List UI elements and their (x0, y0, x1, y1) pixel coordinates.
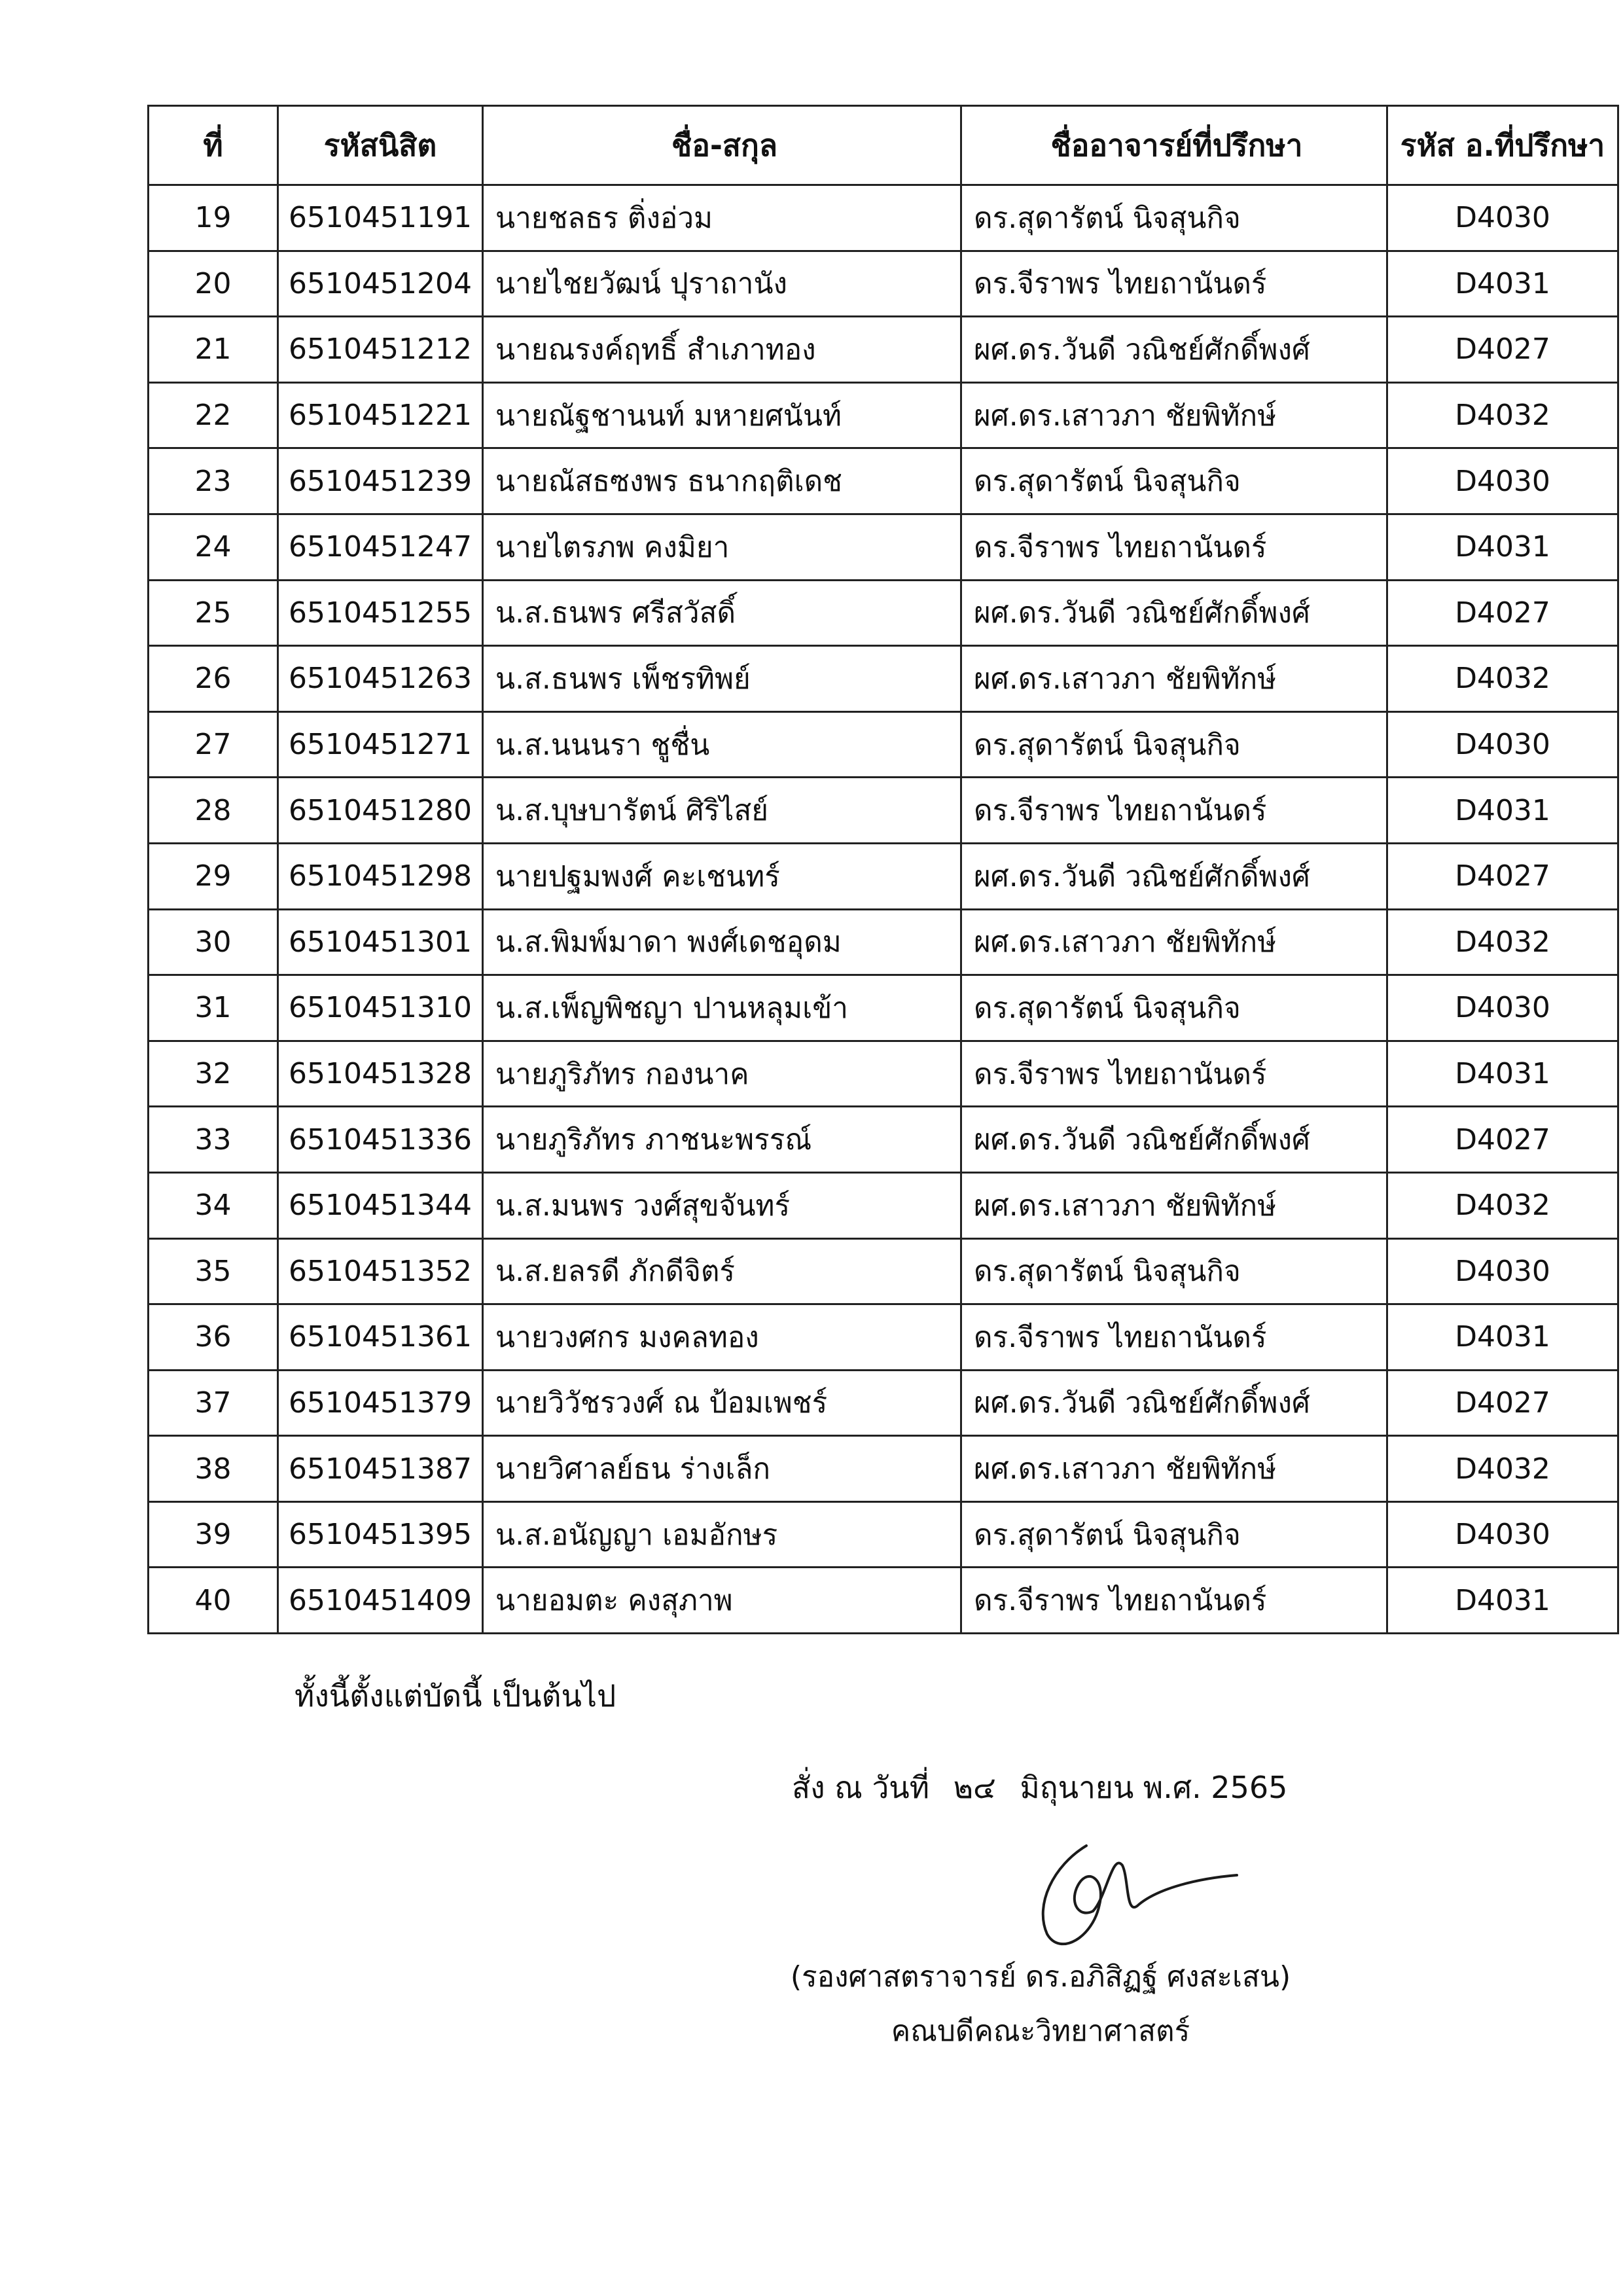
cell-name: น.ส.เพ็ญพิชญา ปานหลุมเข้า (483, 975, 961, 1041)
cell-student-id: 6510451379 (278, 1370, 483, 1436)
table-row (149, 1041, 1618, 1107)
cell-advisor-code: D4030 (1387, 185, 1618, 251)
cell-student-id: 6510451409 (278, 1568, 483, 1634)
table-row (149, 1304, 1618, 1371)
cell-advisor: ดร.จีราพร ไทยถานันดร์ (961, 1568, 1387, 1634)
table-row (149, 1107, 1618, 1173)
cell-name: น.ส.ธนพร เพ็ชรทิพย์ (483, 646, 961, 712)
table-row (149, 975, 1618, 1041)
handwritten-signature (1008, 1826, 1243, 1957)
cell-advisor: ดร.จีราพร ไทยถานันดร์ (961, 1041, 1387, 1107)
cell-student-id: 6510451263 (278, 646, 483, 712)
cell-advisor-code: D4031 (1387, 251, 1618, 317)
cell-advisor: ดร.จีราพร ไทยถานันดร์ (961, 1304, 1387, 1371)
cell-name: นายอมตะ คงสุภาพ (483, 1568, 961, 1634)
cell-advisor-code: D4032 (1387, 382, 1618, 448)
cell-advisor: ผศ.ดร.เสาวภา ชัยพิทักษ์ (961, 646, 1387, 712)
cell-advisor: ผศ.ดร.เสาวภา ชัยพิทักษ์ (961, 1172, 1387, 1238)
cell-student-id: 6510451212 (278, 317, 483, 383)
cell-name: นายวิศาลย์ธน ร่างเล็ก (483, 1436, 961, 1502)
cell-advisor-code: D4027 (1387, 843, 1618, 909)
cell-name: นายปฐมพงศ์ คะเชนทร์ (483, 843, 961, 909)
table-row (149, 1436, 1618, 1502)
cell-no: 25 (149, 580, 278, 646)
cell-advisor: ผศ.ดร.วันดี วณิชย์ศักดิ์พงศ์ (961, 1107, 1387, 1173)
cell-advisor-code: D4027 (1387, 317, 1618, 383)
signer-title: คณบดีคณะวิทยาศาสตร์ (891, 2015, 1190, 2048)
cell-student-id: 6510451301 (278, 909, 483, 975)
header-no: ที่ (149, 106, 278, 185)
cell-advisor: ผศ.ดร.วันดี วณิชย์ศักดิ์พงศ์ (961, 1370, 1387, 1436)
table-row (149, 251, 1618, 317)
header-name: ชื่อ-สกุล (483, 106, 961, 185)
table-row (149, 909, 1618, 975)
cell-advisor-code: D4030 (1387, 1501, 1618, 1568)
table-row (149, 580, 1618, 646)
table-row (149, 843, 1618, 909)
cell-student-id: 6510451204 (278, 251, 483, 317)
cell-name: น.ส.ยลรดี ภักดีจิตร์ (483, 1238, 961, 1304)
table-row (149, 317, 1618, 383)
cell-student-id: 6510451344 (278, 1172, 483, 1238)
cell-name: น.ส.พิมพ์มาดา พงศ์เดชอุดม (483, 909, 961, 975)
cell-no: 26 (149, 646, 278, 712)
cell-name: นายภูริภัทร ภาชนะพรรณ์ (483, 1107, 961, 1173)
cell-advisor-code: D4032 (1387, 1172, 1618, 1238)
cell-no: 23 (149, 448, 278, 514)
cell-name: นายชลธร ติ่งอ่วม (483, 185, 961, 251)
cell-name: นายณรงค์ฤทธิ์ สำเภาทอง (483, 317, 961, 383)
cell-student-id: 6510451387 (278, 1436, 483, 1502)
closing-statement: ทั้งนี้ตั้งแต่บัดนี้ เป็นต้นไป (294, 1678, 616, 1713)
cell-advisor: ดร.จีราพร ไทยถานันดร์ (961, 251, 1387, 317)
cell-name: นายไตรภพ คงมิยา (483, 514, 961, 580)
cell-student-id: 6510451191 (278, 185, 483, 251)
cell-student-id: 6510451328 (278, 1041, 483, 1107)
cell-name: นายณัสธซงพร ธนากฤติเดช (483, 448, 961, 514)
cell-no: 28 (149, 778, 278, 844)
cell-student-id: 6510451221 (278, 382, 483, 448)
cell-name: นายวงศกร มงคลทอง (483, 1304, 961, 1371)
table-row (149, 448, 1618, 514)
cell-no: 21 (149, 317, 278, 383)
cell-student-id: 6510451361 (278, 1304, 483, 1371)
cell-name: นายไชยวัฒน์ ปุราถานัง (483, 251, 961, 317)
cell-advisor: ดร.สุดารัตน์ นิจสุนกิจ (961, 185, 1387, 251)
advisor-assignment-table (147, 105, 1619, 1634)
cell-advisor: ผศ.ดร.เสาวภา ชัยพิทักษ์ (961, 909, 1387, 975)
cell-advisor-code: D4027 (1387, 1370, 1618, 1436)
cell-student-id: 6510451298 (278, 843, 483, 909)
cell-no: 40 (149, 1568, 278, 1634)
cell-name: น.ส.ธนพร ศรีสวัสดิ์ (483, 580, 961, 646)
cell-student-id: 6510451336 (278, 1107, 483, 1173)
table-row (149, 1238, 1618, 1304)
cell-advisor: ดร.จีราพร ไทยถานันดร์ (961, 778, 1387, 844)
cell-no: 39 (149, 1501, 278, 1568)
cell-student-id: 6510451255 (278, 580, 483, 646)
header-advisor: ชื่ออาจารย์ที่ปรึกษา (961, 106, 1387, 185)
cell-advisor-code: D4032 (1387, 909, 1618, 975)
cell-advisor-code: D4030 (1387, 448, 1618, 514)
order-date-line (792, 1764, 1287, 1812)
cell-advisor-code: D4027 (1387, 580, 1618, 646)
cell-name: นายภูริภัทร กองนาค (483, 1041, 961, 1107)
table-row (149, 1568, 1618, 1634)
table-row (149, 711, 1618, 778)
table-row (149, 778, 1618, 844)
order-date-day: ๒๔ (953, 1770, 996, 1805)
cell-name: นายณัฐชานนท์ มหายศนันท์ (483, 382, 961, 448)
cell-no: 22 (149, 382, 278, 448)
cell-name: น.ส.อนัญญา เอมอักษร (483, 1501, 961, 1568)
cell-name: นายวิวัชรวงศ์ ณ ป้อมเพชร์ (483, 1370, 961, 1436)
cell-advisor-code: D4032 (1387, 1436, 1618, 1502)
cell-advisor-code: D4032 (1387, 646, 1618, 712)
table-row (149, 514, 1618, 580)
cell-no: 37 (149, 1370, 278, 1436)
header-student-id: รหัสนิสิต (278, 106, 483, 185)
table-row (149, 646, 1618, 712)
cell-no: 36 (149, 1304, 278, 1371)
cell-no: 19 (149, 185, 278, 251)
cell-advisor: ผศ.ดร.เสาวภา ชัยพิทักษ์ (961, 1436, 1387, 1502)
cell-advisor-code: D4030 (1387, 975, 1618, 1041)
cell-advisor: ผศ.ดร.วันดี วณิชย์ศักดิ์พงศ์ (961, 580, 1387, 646)
cell-advisor: ดร.จีราพร ไทยถานันดร์ (961, 514, 1387, 580)
table-body (149, 185, 1618, 1634)
cell-advisor-code: D4031 (1387, 1304, 1618, 1371)
cell-student-id: 6510451310 (278, 975, 483, 1041)
cell-student-id: 6510451280 (278, 778, 483, 844)
cell-advisor: ผศ.ดร.เสาวภา ชัยพิทักษ์ (961, 382, 1387, 448)
cell-name: น.ส.บุษบารัตน์ ศิริไสย์ (483, 778, 961, 844)
cell-no: 27 (149, 711, 278, 778)
cell-advisor: ดร.สุดารัตน์ นิจสุนกิจ (961, 1238, 1387, 1304)
cell-no: 30 (149, 909, 278, 975)
cell-no: 35 (149, 1238, 278, 1304)
table-header-row (149, 106, 1618, 185)
cell-advisor-code: D4031 (1387, 1041, 1618, 1107)
table-row (149, 1501, 1618, 1568)
cell-advisor-code: D4030 (1387, 1238, 1618, 1304)
cell-name: น.ส.นนนรา ชูชื่น (483, 711, 961, 778)
cell-student-id: 6510451247 (278, 514, 483, 580)
order-date-prefix: สั่ง ณ วันที่ (792, 1770, 930, 1805)
table-row (149, 382, 1618, 448)
cell-no: 32 (149, 1041, 278, 1107)
cell-advisor: ผศ.ดร.วันดี วณิชย์ศักดิ์พงศ์ (961, 317, 1387, 383)
table-row (149, 1172, 1618, 1238)
cell-advisor-code: D4027 (1387, 1107, 1618, 1173)
cell-advisor: ดร.สุดารัตน์ นิจสุนกิจ (961, 975, 1387, 1041)
table-row (149, 1370, 1618, 1436)
cell-no: 24 (149, 514, 278, 580)
cell-student-id: 6510451239 (278, 448, 483, 514)
signer-name: (รองศาสตราจารย์ ดร.อภิสิฏฐ์ ศงสะเสน) (790, 1960, 1291, 1994)
cell-student-id: 6510451395 (278, 1501, 483, 1568)
cell-no: 38 (149, 1436, 278, 1502)
cell-student-id: 6510451271 (278, 711, 483, 778)
cell-advisor-code: D4031 (1387, 1568, 1618, 1634)
cell-advisor-code: D4031 (1387, 778, 1618, 844)
cell-advisor-code: D4030 (1387, 711, 1618, 778)
cell-no: 20 (149, 251, 278, 317)
cell-name: น.ส.มนพร วงศ์สุขจันทร์ (483, 1172, 961, 1238)
cell-no: 31 (149, 975, 278, 1041)
cell-advisor: ผศ.ดร.วันดี วณิชย์ศักดิ์พงศ์ (961, 843, 1387, 909)
cell-advisor: ดร.สุดารัตน์ นิจสุนกิจ (961, 711, 1387, 778)
cell-student-id: 6510451352 (278, 1238, 483, 1304)
cell-advisor: ดร.สุดารัตน์ นิจสุนกิจ (961, 1501, 1387, 1568)
cell-advisor-code: D4031 (1387, 514, 1618, 580)
cell-no: 29 (149, 843, 278, 909)
header-advisor-code: รหัส อ.ที่ปรึกษา (1387, 106, 1618, 185)
order-date-month-year: มิถุนายน พ.ศ. 2565 (1020, 1770, 1288, 1805)
cell-no: 33 (149, 1107, 278, 1173)
cell-no: 34 (149, 1172, 278, 1238)
cell-advisor: ดร.สุดารัตน์ นิจสุนกิจ (961, 448, 1387, 514)
table-row (149, 185, 1618, 251)
